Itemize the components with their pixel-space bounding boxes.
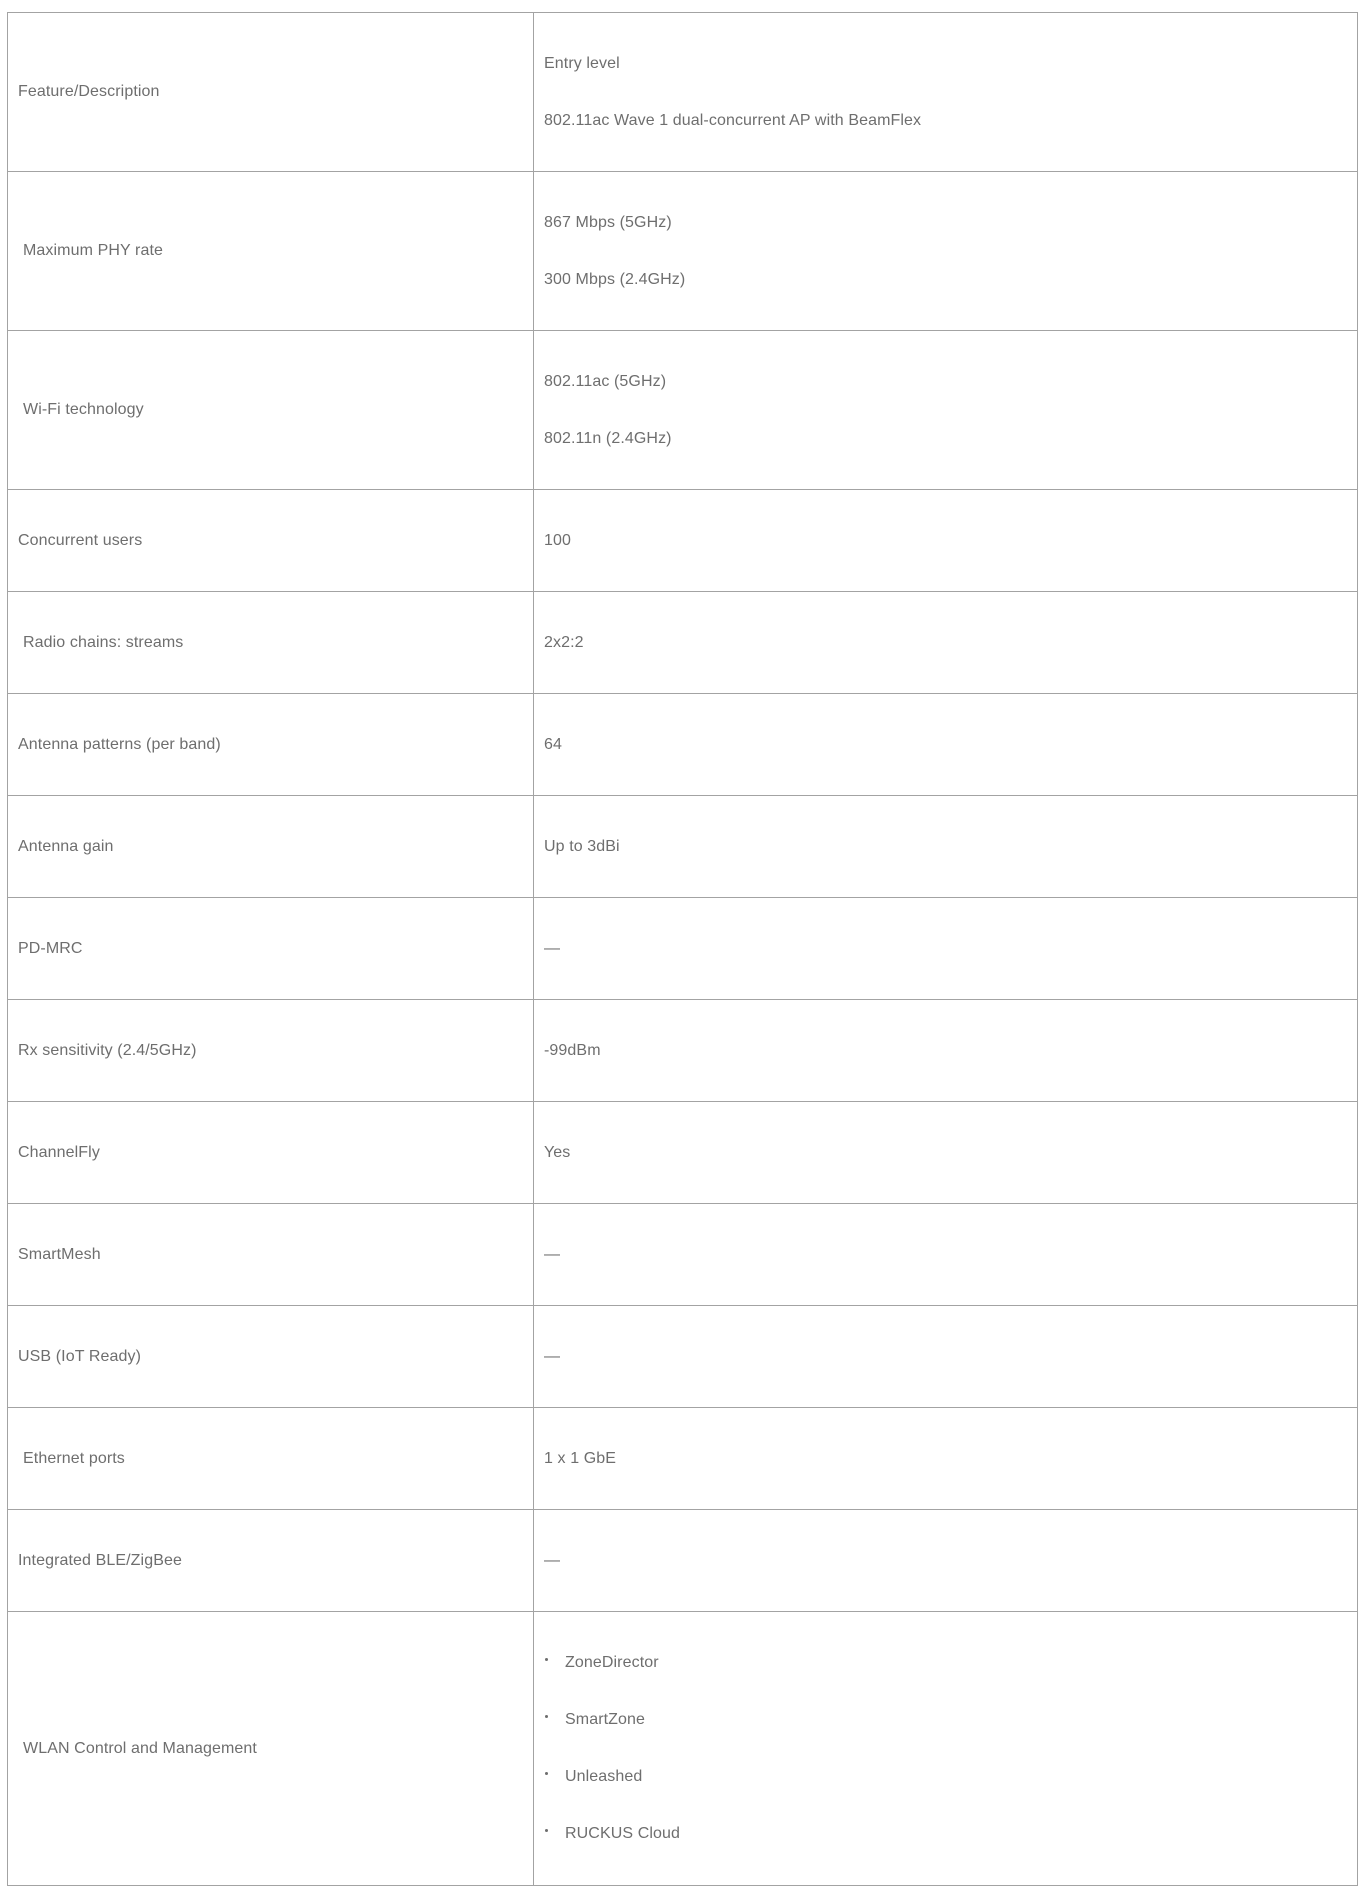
bullet-icon: [545, 1658, 548, 1661]
list-item: [544, 1767, 1357, 1787]
table-row: [8, 898, 1358, 1000]
row-label: Integrated BLE/ZigBee: [8, 1510, 534, 1612]
row-label: Feature/Description: [8, 13, 534, 172]
row-value: 2x2:2: [534, 592, 1358, 694]
table-row: [8, 694, 1358, 796]
list-item: [544, 1653, 1357, 1673]
row-value: —: [534, 1306, 1358, 1408]
list-item-label: ZoneDirector: [565, 1654, 659, 1671]
table-row: [8, 331, 1358, 490]
row-value: [534, 1612, 1358, 1886]
table-row: [8, 13, 1358, 172]
table-row: [8, 592, 1358, 694]
table-row: [8, 1306, 1358, 1408]
value-line: 802.11ac Wave 1 dual-concurrent AP with BeamFlex: [544, 111, 922, 129]
list-item-label: RUCKUS Cloud: [565, 1825, 681, 1842]
bullet-icon: [545, 1829, 548, 1832]
row-value: [534, 331, 1358, 490]
list-item-label: SmartZone: [565, 1711, 646, 1728]
row-value: Up to 3dBi: [534, 796, 1358, 898]
row-label: WLAN Control and Management: [8, 1612, 534, 1886]
table-row: [8, 1102, 1358, 1204]
row-value: [534, 13, 1358, 172]
table-row: [8, 1612, 1358, 1886]
table-row: [8, 490, 1358, 592]
value-line: 802.11ac (5GHz): [544, 372, 667, 390]
row-value: [534, 172, 1358, 331]
table-row: [8, 1204, 1358, 1306]
bullet-list: [544, 1653, 1357, 1844]
table-row: [8, 1510, 1358, 1612]
row-label: Antenna gain: [8, 796, 534, 898]
row-value: Yes: [534, 1102, 1358, 1204]
list-item-label: Unleashed: [565, 1768, 643, 1785]
value-line: Entry level: [544, 54, 620, 72]
spec-table: [7, 12, 1358, 1886]
row-label: Radio chains: streams: [8, 592, 534, 694]
row-label: PD-MRC: [8, 898, 534, 1000]
table-row: [8, 1000, 1358, 1102]
row-label: Antenna patterns (per band): [8, 694, 534, 796]
list-item: [544, 1824, 1357, 1844]
bullet-icon: [545, 1772, 548, 1775]
row-value: 100: [534, 490, 1358, 592]
value-line: 867 Mbps (5GHz): [544, 213, 672, 231]
table-row: [8, 172, 1358, 331]
row-value: —: [534, 1510, 1358, 1612]
row-label: USB (IoT Ready): [8, 1306, 534, 1408]
value-line: 300 Mbps (2.4GHz): [544, 270, 686, 288]
row-value: —: [534, 898, 1358, 1000]
table-row: [8, 1408, 1358, 1510]
list-item: [544, 1710, 1357, 1730]
row-label: SmartMesh: [8, 1204, 534, 1306]
row-value: —: [534, 1204, 1358, 1306]
row-label: Concurrent users: [8, 490, 534, 592]
table-row: [8, 796, 1358, 898]
value-line: 802.11n (2.4GHz): [544, 429, 672, 447]
row-label: Rx sensitivity (2.4/5GHz): [8, 1000, 534, 1102]
row-label: Wi-Fi technology: [8, 331, 534, 490]
row-label: Ethernet ports: [8, 1408, 534, 1510]
row-label: Maximum PHY rate: [8, 172, 534, 331]
row-label: ChannelFly: [8, 1102, 534, 1204]
row-value: -99dBm: [534, 1000, 1358, 1102]
row-value: 64: [534, 694, 1358, 796]
row-value: 1 x 1 GbE: [534, 1408, 1358, 1510]
bullet-icon: [545, 1715, 548, 1718]
